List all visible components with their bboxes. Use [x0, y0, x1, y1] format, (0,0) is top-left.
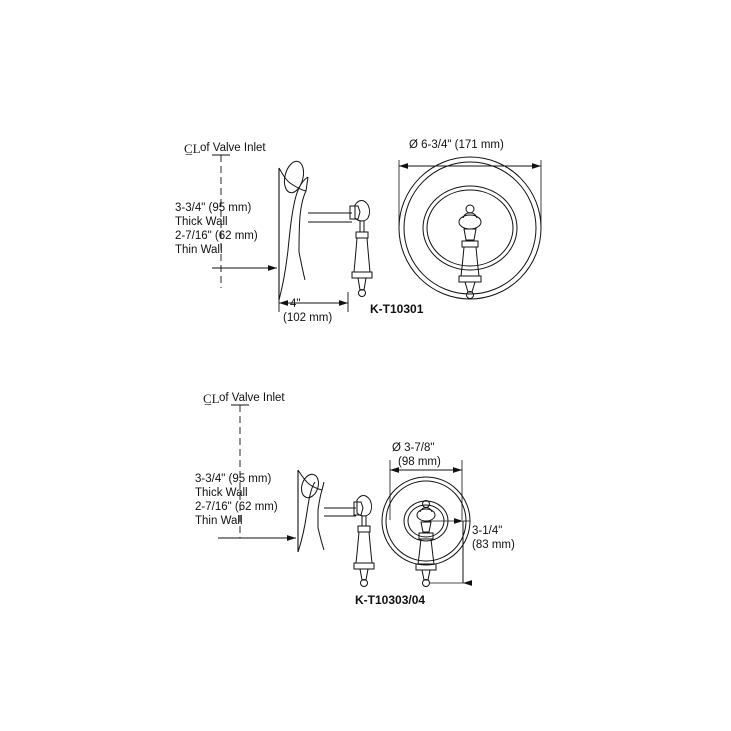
top-side-view [221, 155, 372, 300]
bottom-wall-dim-line2: Thick Wall [195, 487, 248, 499]
bottom-front-view [382, 477, 470, 587]
top-wall-dim-line2: Thick Wall [175, 216, 228, 228]
top-wall-dim-line4: Thin Wall [175, 244, 223, 256]
bottom-diameter-line2: (98 mm) [398, 456, 441, 468]
top-diameter-label: Ø 6-3/4" (171 mm) [409, 139, 504, 151]
top-diameter-dimension [399, 160, 541, 230]
bottom-centerline-symbol: C̲L [203, 391, 220, 406]
bottom-wall-dim-line1: 3-3/4" (95 mm) [195, 473, 272, 485]
bottom-height-dimension [424, 521, 470, 583]
bottom-wall-dim-line3: 2-7/16" (62 mm) [195, 501, 278, 513]
bottom-diameter-line1: Ø 3-7/8" [392, 442, 435, 454]
top-model-number: K-T10301 [370, 302, 424, 316]
top-wall-dim-line1: 3-3/4" (95 mm) [175, 202, 252, 214]
top-front-view [399, 157, 541, 299]
top-projection-line2: (102 mm) [283, 312, 333, 324]
top-centerline-symbol: C̲L [184, 141, 201, 156]
top-wall-dim-line3: 2-7/16" (62 mm) [175, 230, 258, 242]
top-centerline-label: of Valve Inlet [200, 142, 266, 154]
bottom-wall-dim-line4: Thin Wall [195, 515, 243, 527]
bottom-side-view [240, 405, 374, 587]
bottom-height-line2: (83 mm) [472, 539, 515, 551]
bottom-model-number: K-T10303/04 [355, 593, 426, 607]
bottom-height-line1: 3-1/4" [472, 525, 503, 537]
top-projection-line1: 4" [290, 298, 301, 310]
bottom-centerline-label: of Valve Inlet [219, 392, 285, 404]
